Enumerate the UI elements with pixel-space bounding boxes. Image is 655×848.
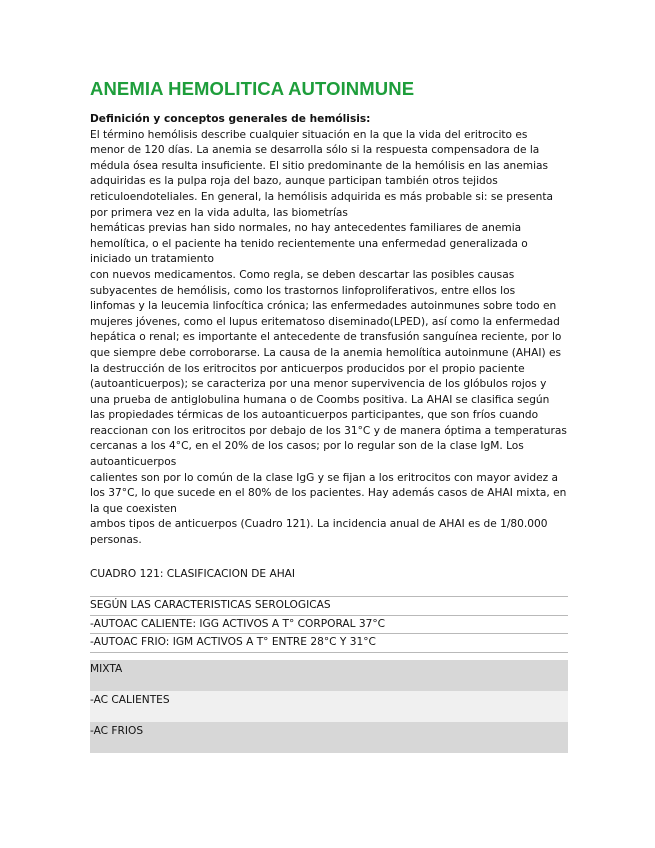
paragraph-line: iniciado un tratamiento xyxy=(90,253,215,266)
paragraph-line: médula ósea resulta insuficiente. El sitio predominante de la hemólisis en las anemias xyxy=(90,159,549,172)
paragraph-line: autoanticuerpos xyxy=(90,456,177,469)
section-heading: Definición y conceptos generales de hemólisis: xyxy=(90,113,371,125)
paragraph-line: reaccionan con los eritrocitos por debajo de los 31°C y de manera óptima a temperaturas xyxy=(90,424,567,437)
paragraph-line: las propiedades térmicas de los autoanticuerpos participantes, que son fríos cuando xyxy=(90,409,539,422)
table-row: -AUTOAC FRIO: IGM ACTIVOS A T° ENTRE 28°C Y 31°C xyxy=(90,633,568,653)
table-row: -AUTOAC CALIENTE: IGG ACTIVOS A T° CORPORAL 37°C xyxy=(90,615,568,634)
shaded-row: MIXTA xyxy=(90,660,568,691)
paragraph-line: la destrucción de los eritrocitos por anticuerpos producidos por el propio paciente xyxy=(90,362,525,375)
paragraph-line: adquiridas es la pulpa roja del bazo, aunque participan también otros tejidos xyxy=(90,175,498,188)
paragraph-line: (autoanticuerpos); se caracteriza por una menor supervivencia de los glóbulos rojos y xyxy=(90,378,547,391)
paragraph-line: por primera vez en la vida adulta, las biometrías xyxy=(90,206,348,219)
paragraph-line: la que coexisten xyxy=(90,502,177,515)
table-row: SEGÚN LAS CARACTERISTICAS SEROLOGICAS xyxy=(90,596,568,615)
paragraph-line: hemolítica, o el paciente ha tenido recientemente una enfermedad generalizada o xyxy=(90,237,528,250)
paragraph-line: hepática o renal; es importante el antecedente de transfusión sanguínea reciente, por lo xyxy=(90,331,562,344)
body-text xyxy=(90,112,568,549)
paragraph-line: con nuevos medicamentos. Como regla, se deben descartar las posibles causas xyxy=(90,268,515,281)
document-title: ANEMIA HEMOLITICA AUTOINMUNE xyxy=(90,78,415,99)
paragraph-line: los 37°C, lo que sucede en el 80% de los pacientes. Hay además casos de AHAI mixta, en xyxy=(90,487,567,500)
shaded-row: -AC FRIOS xyxy=(90,722,568,753)
document-page xyxy=(90,78,568,753)
paragraph-line: mujeres jóvenes, como el lupus eritematoso diseminado(LPED), así como la enfermedad xyxy=(90,315,560,328)
paragraph-line: calientes son por lo común de la clase IgG y se fijan a los eritrocitos con mayor avidez a xyxy=(90,471,559,484)
paragraph-line: cercanas a los 4°C, en el 20% de los casos; por lo regular son de la clase IgM. Los xyxy=(90,440,524,453)
table-caption: CUADRO 121: CLASIFICACION DE AHAI xyxy=(90,567,296,580)
paragraph-line: personas. xyxy=(90,534,142,547)
paragraph-line: hemáticas previas han sido normales, no hay antecedentes familiares de anemia xyxy=(90,222,522,235)
classification-table xyxy=(90,596,568,753)
paragraph-line: El término hemólisis describe cualquier situación en la que la vida del eritrocito es xyxy=(90,128,528,141)
paragraph-line: una prueba de antiglobulina humana o de Coombs positiva. La AHAI se clasifica según xyxy=(90,393,550,406)
shaded-row: -AC CALIENTES xyxy=(90,691,568,722)
paragraph-line: ambos tipos de anticuerpos (Cuadro 121). La incidencia anual de AHAI es de 1/80.000 xyxy=(90,518,548,531)
paragraph xyxy=(90,128,568,549)
paragraph-line: linfomas y la leucemia linfocítica crónica; las enfermedades autoinmunes sobre todo en xyxy=(90,300,557,313)
paragraph-line: subyacentes de hemólisis, como los trastornos linfoproliferativos, entre ellos los xyxy=(90,284,516,297)
paragraph-line: menor de 120 días. La anemia se desarrolla sólo si la respuesta compensadora de la xyxy=(90,144,540,157)
paragraph-line: que siempre debe corroborarse. La causa de la anemia hemolítica autoinmune (AHAI) es xyxy=(90,346,561,359)
paragraph-line: reticuloendoteliales. En general, la hemólisis adquirida es más probable si: se presenta xyxy=(90,190,553,203)
